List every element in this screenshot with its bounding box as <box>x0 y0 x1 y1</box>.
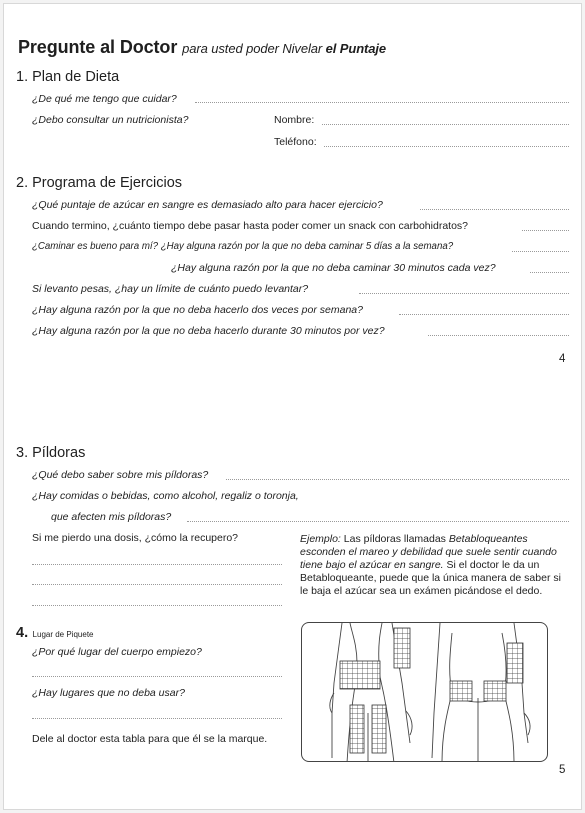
body-outline-illustration <box>302 623 548 762</box>
question-exercise-2: Cuando termino, ¿cuánto tiempo debe pasar hasta poder comer un snack con carbohidratos? <box>32 220 469 232</box>
answer-line[interactable] <box>512 251 569 252</box>
answer-line[interactable] <box>522 230 569 231</box>
injection-site-diagram <box>301 622 548 762</box>
question-nutritionist: ¿Debo consultar un nutricionista? <box>32 114 189 126</box>
answer-line[interactable] <box>399 314 569 315</box>
question-diet-care: ¿De qué me tengo que cuidar? <box>32 93 177 105</box>
answer-line[interactable] <box>32 584 282 585</box>
answer-line[interactable] <box>226 479 569 480</box>
answer-line[interactable] <box>359 293 569 294</box>
question-exercise-4: ¿Hay alguna razón por la que no deba caminar 30 minutos cada vez? <box>171 262 496 274</box>
title-subtitle: para usted poder Nivelar el Puntaje <box>182 41 387 56</box>
section-heading-pills: 3. Píldoras <box>16 445 86 461</box>
answer-line[interactable] <box>420 209 569 210</box>
answer-line[interactable] <box>32 676 282 677</box>
question-exercise-5: Si levanto pesas, ¿hay un límite de cuánto puedo levantar? <box>32 283 309 295</box>
question-injection-start: ¿Por qué lugar del cuerpo empiezo? <box>32 646 202 658</box>
title-main: Pregunte al Doctor <box>18 37 178 57</box>
page-title <box>18 37 386 58</box>
right-buttock-injection-area <box>484 681 506 701</box>
question-pills-2a: ¿Hay comidas o bebidas, como alcohol, regaliz o toronja, <box>32 490 299 502</box>
answer-line[interactable] <box>32 718 282 719</box>
answer-line[interactable] <box>187 521 569 522</box>
page-number: 4 <box>559 353 566 365</box>
answer-line[interactable] <box>32 605 282 606</box>
section-heading-diet: 1. Plan de Dieta <box>16 69 120 85</box>
phone-label: Teléfono: <box>274 136 317 148</box>
right-thigh-injection-area <box>372 705 386 753</box>
answer-line[interactable] <box>428 335 569 336</box>
question-injection-avoid: ¿Hay lugares que no deba usar? <box>32 687 185 699</box>
doctor-note: Dele al doctor esta tabla para que él se la marque. <box>32 733 268 745</box>
page-number: 5 <box>559 764 566 776</box>
section-heading-injection-site: 4. Lugar de Piquete <box>16 625 94 641</box>
answer-line[interactable] <box>32 564 282 565</box>
left-thigh-injection-area <box>350 705 364 753</box>
question-exercise-6: ¿Hay alguna razón por la que no deba hacerlo dos veces por semana? <box>32 304 363 316</box>
question-exercise-7: ¿Hay alguna razón por la que no deba hacerlo durante 30 minutos por vez? <box>32 325 385 337</box>
answer-line[interactable] <box>530 272 569 273</box>
question-missed-dose: Si me pierdo una dosis, ¿cómo la recupero? <box>32 532 239 544</box>
question-exercise-3: ¿Caminar es bueno para mí? ¿Hay alguna razón por la que no deba caminar 5 días a la semana? <box>32 241 454 252</box>
phone-field[interactable] <box>324 146 569 147</box>
question-exercise-1: ¿Qué puntaje de azúcar en sangre es demasiado alto para hacer ejercicio? <box>32 199 383 211</box>
left-buttock-injection-area <box>450 681 472 701</box>
name-label: Nombre: <box>274 114 315 126</box>
back-arm-injection-area <box>507 643 523 683</box>
question-pills-1: ¿Qué debo saber sobre mis píldoras? <box>32 469 209 481</box>
arm-injection-area <box>394 628 410 668</box>
example-note: Ejemplo: Las píldoras llamadas Betabloqueantes esconden el mareo y debilidad que suele sentir cuando tiene bajo el azúcar en sangre. Si el doctor le da un Betabloqueante, puede que la única manera de saber si le baja el azúcar sea un exámen picándose el dedo. <box>300 533 561 597</box>
question-pills-2b: que afecten mis píldoras? <box>51 511 172 523</box>
answer-line[interactable] <box>195 102 569 103</box>
worksheet-page <box>3 3 582 810</box>
name-field[interactable] <box>322 124 569 125</box>
section-heading-exercise: 2. Programa de Ejercicios <box>16 175 183 191</box>
abdomen-injection-area <box>340 661 380 689</box>
